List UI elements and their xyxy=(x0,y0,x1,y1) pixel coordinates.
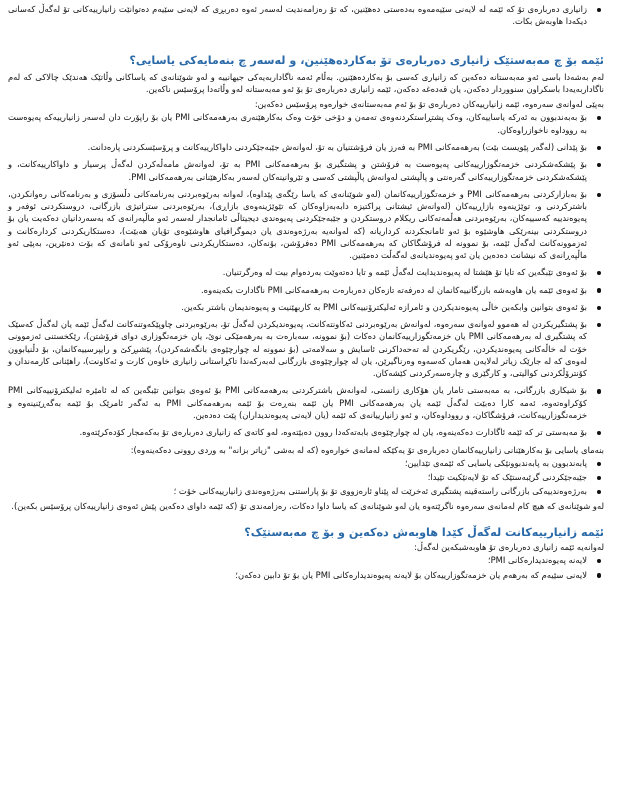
paragraph: لەو شوێنانەی کە هیچ کام لەمانەی سەرەوە ناگرێتەوە یان لەو شوێنانەی کە یاسا داوا دەکات، رەزامەندی تۆ (کە ئێمە داوای دەکەین پێش ئەوەی زانیارییەکان پرۆسێس بکەین). xyxy=(11,500,604,511)
purposes-bullet-list xyxy=(8,111,604,438)
list-item: بۆ بەبازارکردنی بەرهەمەکانی PMI و خزمەتگوزارییەکانمان (لەو شوێنانەی کە یاسا رێگەی پێداوە)، لەوانە بەرێوەبردنی بەرنامەکانی دڵسۆزی و بەرنامەکانی رەوانکردن، باشترکردنی و، توێژینەوە بازاڕییەکان (لەوانەش ئیشتانی پراکتیزە دابەبەزاوەکان کە تێوێژینەوەی بازاڕی)، بەرێوەبردنی ستراتیژی بازرگانی، دروستکردنی ئوفەر و پەیوەندییە کەسییەکان، بەرێوەبردنی هەڵمەتەکانی ریکلام دروستکردن و جێبەجێکردنی پەیوەندی دیجیتاڵی ئامانجدار لەسەر ئەو ماڵپەرانەی کە بەسەردانیان دەکەیت یان بۆ دروستکردنی بینەرێکی هاوشێوە بۆ ئەو ئامانجکردنە کرداریانە (کە لەوانەیە بەرژەوەندی یان دیموگرافیای هاوشێوەی تۆیان هەبێت)، دەستکاریکردنی کردارەکانت و ئەزموونەکانت لەگەڵ ئێمە، بۆ نموونە لە فرۆشگاکان کە بەرهەمەکانی PMI دەفرۆشن، بۆنەکان، دەستکاریکردنی ناوەرۆکی ئەو نامانەی کە بۆت دەنێرین، بەپێی ئەو ماڵپەڕانەی کە نیشانت دەدەین یان ئەو پەیوەندیانەی لەگەڵت دەمێنین. xyxy=(8,188,604,262)
list-item: لایەنە پەیوەندیدارەکانی PMI؛ xyxy=(8,554,604,566)
list-item: بۆ ئەوەی ئێمە یان هاوبەشە بازرگانییەکانمان لە دەرفەتە تازەکان دەربارەت بەرهەمەکانی PMI ناگادارت بکەینەوە. xyxy=(8,284,604,296)
section-heading-sharing: ئێمە زانیارییەکانت لەگەڵ کێدا هاوبەش دەکەین و بۆ چ مەبەستێک؟ xyxy=(244,525,604,539)
intro-bullet-list xyxy=(8,3,604,28)
section-heading-purposes: ئێمە بۆ چ مەبەستێک زانیاری دەربارەی تۆ بەکاردەهێنین، و لەسەر چ بنەمایەکی یاسایی؟ xyxy=(129,53,604,67)
list-item: بەرژەوەندییەکی بازرگانی راستەقینە پشتگیری ئەخرێت لە پێناو ئارەزووی تۆ بۆ پاراستنی بەرژەوەندی زانیارییەکانی خۆت ؛ xyxy=(8,485,604,497)
paragraph: بنەمای یاسایی بۆ بەکارهێنانی زانیارییەکانمان دەربارەی تۆ یەکێکە لەمانەی خوارەوە (کە لە بەشی "زیاتر بزانە" بە وردی روونی دەکەینەوە): xyxy=(130,444,604,455)
list-item: پابەندبوون بە پابەندبوونێکی یاسایی کە ئێمەی تێدایین؛ xyxy=(8,457,604,469)
list-item: بۆ پێشکەشکردنی خزمەتگوزارییەکانی پەیوەست بە فرۆشتن و پشتگیری بۆ بەرهەمەکانی PMI بە تۆ، لەوانەش مامەڵەکردن لەگەڵ پرسیار و داواکارییەکانت، و پێشکەشکردنی خزمەتگوزارییەکانی گەرەنتی و پاڵپشتی لەوانەش پاڵپشتی کەسی و تێروانینەکان لەسەر بەکارهێنانی بەرهەمەکانی PMI. xyxy=(8,158,604,183)
paragraph: لەوانەیە ئێمە زانیاری دەربارەی تۆ هاوبەشبکەین لەگەڵ: xyxy=(414,541,604,552)
list-item: بۆ پشتگیریکردن لە هەموو لەوانەی سەرەوە، لەوانەش بەرێوەبردنی ئەکاونتەکانت، پەیوەندیکردن لەگەڵ تۆ، بەرێوەبردنی چاوپێکەوتنەکانت لەگەڵ ئێمە یان لەگەڵ کەسێک کە پشتگیری لە بەرهەمەکانی PMI یان خزمەتگوزارییەکانمان دەکات (بۆ نموونە، سەبارەت بە بەرهەمێکی نوێ، یان خزمەتگوزاری دوای فرۆشتن)، رێکخستنی ئەزموونی خۆت لە خاڵەکانی پەیوەندیکردن، رێگریکردن لە تەحەداکرنی ئاسایش و سەلامەتی (بۆ نموونە لە چوارچێوەی بانگەشەکردن)، پێشبڕکێ و رایپرسییەکانمان، بۆ دڵنیابوون لەوەی کە لە جارێک زیاتر لەلایەن هەمان کەسەوە وەرناگیرێن، یان لە چوارچێوەی بازرگانی لەبەرکەندا تاکڕاستانی زانیاری خاوەن کارت و ئەکاونت)، راهێنانی کارمەندان و کۆنترۆڵکردنی کوالیتی، و کارگێری و چارەسەرکردنی کێشەکان. xyxy=(8,318,604,379)
list-item: جێبەجێکردنی گرێبەستێک کە تۆ لایەنێکیت تێیدا؛ xyxy=(8,471,604,483)
list-item: زانیاری دەربارەی تۆ کە ئێمە لە لایەنی سێیەمەوە بەدەستی دەهێنین، کە تۆ رەزامەندیت لەسەر ئەوە دەربڕی کە لایەنی سێیەم دەتوانێت زانیارییەکانی تۆ لەگەڵ کەسانی دیکەدا هاوبەش بکات. xyxy=(8,3,604,28)
legal-basis-bullet-list xyxy=(8,457,604,498)
list-item: بۆ مەبەستی تر کە ئێمە ئاگادارت دەکەینەوە، یان لە چوارچێوەی بابەتەکەدا روون دەبێتەوە، لەو کاتەی کە زانیاری دەربارەی تۆ بەکەمجار کۆدەکرێتەوە. xyxy=(8,426,604,438)
list-item: بۆ پێدانی (لەگەر پێویست بێت) بەرهەمەکانی PMI بە فەرز یان فرۆشتنیان بە تۆ، لەوانەش جێبەجێکردنی داواکارییەکانت و پرۆسێسکردنی پارەدانت. xyxy=(8,141,604,153)
list-item: لایەنی سێیەم کە بەرهەم یان خزمەتگوزارییەکان بۆ لایەنە پەیوەندیدارەکانی PMI یان بۆ تۆ دابین دەکەن؛ xyxy=(8,569,604,581)
paragraph: لەم بەشەدا باسی ئەو مەبەستانە دەکەین کە زانیاری کەسی بۆ بەکاردەهێنین. بەڵام ئەمە ناگاداربەیەکی جیهانییە و لەو شوێنانەی کە یاساکانی وڵاتێک هەندێک چالاکی کە لەم ناگاداربەیەدا باسکراون سنووردار دەکەن، یان قەدەغە دەکەن، ئێمە زانیاری دەربارەی تۆ بۆ ئەو مەبەستانە لەو وڵاتەدا پرۆسێس ناکەین. xyxy=(8,71,604,94)
sharing-bullet-list xyxy=(8,554,604,581)
list-item: بۆ شیکاری بازرگانی، بە مەبەستی تامار یان هۆکاری زانستی، لەوانەش باشترکردنی بەرهەمەکانی PMI بۆ ئەوەی بتوانین تێبگەین کە لە ئامێرە ئەلیکترۆنییەکانی PMI کۆکراوەتەوە، ئەمە کارا دەبێت لەگەڵ ئێمە یان بەرهەمەکانی PMI یان ئێمە بنەڕەت بۆ ئێمە بەرهەمەکانی PMI بە ئەگەر ئامرێک بۆ ئێمە بەگەڕێنینەوە و خزمەتگوزارییەکانت، فرۆشگاکان، و رووداوەکان، و ئەو زانیارییانەی کە ئێمە (یان لایەنی پەیوەندیداران) پێت دەدەین. xyxy=(8,384,604,421)
paragraph: بەپێی لەوانەی سەرەوە، ئێمە زانیارییەکان دەربارەی تۆ بۆ ئەم مەبەستانەی خوارەوە پرۆسێس دەکەین: xyxy=(254,99,604,110)
list-item: بۆ ئەوەی بتوانین وابکەین خاڵی پەیوەندیکردن و ئامرازە ئەلیکترۆنییەکانی PMI بە کاربهێنیت و پەیوەندیمان باشتر بکەین. xyxy=(8,301,604,313)
list-item: بۆ بەبەندبوون بە ئەرکە یاساییەکان، وەک پشتڕاستکردنەوەی تەمەن و دۆخی خۆت وەک بەکارهێنەری بەرهەمەکانی PMI یان بۆ راپۆرت دان لەسەر زانیارییەکە پەیوەست بە رووداوە ناخوازراوەکان. xyxy=(8,111,604,136)
list-item: بۆ ئەوەی تێبگەین کە تایا تۆ هێشتا لە پەیوەندیدایت لەگەڵ ئێمە و تایا دەتەوێت بەردەوام بیت لە وەرگرتنیان. xyxy=(8,266,604,278)
privacy-notice-page xyxy=(8,0,604,789)
